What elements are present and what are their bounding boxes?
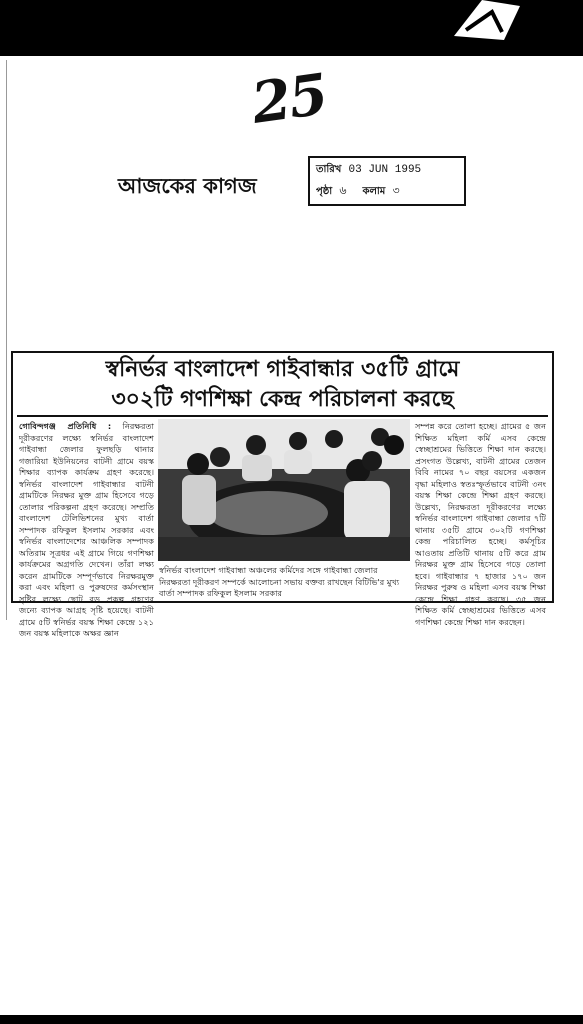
torn-paper-scrap <box>452 0 522 44</box>
newspaper-clipping <box>11 351 554 638</box>
stamp-date-row <box>316 162 421 179</box>
stamp-date-value: 03 JUN 1995 <box>348 164 422 176</box>
article-headline <box>17 355 548 415</box>
archive-stamp <box>308 156 466 206</box>
scan-border-bottom <box>0 1015 583 1024</box>
headline-rule <box>17 415 548 417</box>
stamp-column-label: কলাম <box>362 186 386 197</box>
article-byline: গোবিন্দগঞ্জ প্রতিনিধি : <box>19 421 112 431</box>
stamp-page-label: পৃষ্ঠা <box>316 186 333 197</box>
article-photo <box>158 419 410 561</box>
left-column-text: নিরক্ষরতা দূরীকরণের লক্ষ্যে স্বনির্ভর বাংলাদেশ গাইবান্ধা জেলার ফুলছড়ি থানার গজারিয়া ইউনিয়নের বাটনী গ্রামে বয়স্ক শিক্ষার ব্যাপক কার্যক্রম গ্রহণ করেছে। স্বনির্ভর বাংলাদেশ গাইবান্ধার বাটনী গ্রামটিকে নিরক্ষর মুক্ত গ্রাম হিসেবে গড়ে তোলার পরিকল্পনা গ্রহণ করেছে। সম্প্রতি বাংলাদেশ টেলিভিশনের মুখ্য বার্তা সম্পাদক রফিকুল ইসলাম সরকার এবং স্বনির্ভর বাংলাদেশের আঞ্চলিক সম্পাদক অতিরাম সূত্রধর এই গ্রামে গিয়ে গণশিক্ষা কার্যক্রমের অগ্রগতি দেখেন। তাঁরা লক্ষ্য করেন গ্রামটিকে সম্পূর্ণভাবে নিরক্ষরমুক্ত করা এবং মহিলা ও পুরুষদের কর্মসংস্থান সৃষ্টির লক্ষ্যে ছোট বড় প্রকল্প গ্রহণের জন্যে ব্যাপক আগ্রহ সৃষ্টি হয়েছে। বাটনী গ্রামে ৫টি স্বনির্ভর বয়স্ক শিক্ষা কেন্দ্রে ১২১ জন বয়স্ক মহিলাকে অক্ষর জ্ঞান <box>19 421 155 638</box>
stamp-column-value: ৩ <box>392 186 400 198</box>
article-left-column <box>19 421 155 638</box>
headline-line-1: স্বনির্ভর বাংলাদেশ গাইবান্ধার ৩৫টি গ্রামে <box>105 357 460 382</box>
stamp-date-label: তারিখ <box>316 164 342 175</box>
stamp-page-row <box>316 182 400 201</box>
handwritten-page-number: 25 <box>247 61 331 137</box>
stamp-page-value: ৬ <box>339 186 347 198</box>
article-right-column <box>415 421 546 627</box>
photo-caption: স্বনির্ভর বাংলাদেশ গাইবান্ধা অঞ্চলের কর্মিদের সঙ্গে গাইবান্ধা জেলার নিরক্ষরতা দূরীকরণ সম্পর্কে আলোচনা সভায় বক্তব্য রাখছেন বিটিভি'র মুখ্য বার্তা সম্পাদক রফিকুল ইসলাম সরকার <box>159 565 400 598</box>
page-fold-line <box>6 60 7 620</box>
newspaper-name: আজকের কাগজ <box>118 174 257 198</box>
headline-line-2: ৩০২টি গণশিক্ষা কেন্দ্র পরিচালনা করছে <box>111 387 454 412</box>
right-column-text: সম্পন্ন করে তোলা হচ্ছে। গ্রামের ৫ জন শিক্ষিত মহিলা কর্মি এসব কেন্দ্রে স্বেচ্ছাশ্রমের ভিত্তিতে শিক্ষা দান করছে। প্রসংগত উল্লেখ্য, বাটনী গ্রামের তেজন বিবি নামের ৭০ বছর বয়সের একজন বৃদ্ধা মহিলাও স্বতঃস্ফূর্তভাবে বাটনী ৩নং বয়স্ক শিক্ষা কেন্দ্রে শিক্ষা গ্রহণ করছে। উল্লেখ্য, নিরক্ষরতা দূরীকরণের লক্ষ্যে স্বনির্ভর বাংলাদেশ গাইবান্ধা জেলার ৭টি থানায় ৩৫টি গ্রামে ৩০২টি গণশিক্ষা কেন্দ্র পরিচালিত হচ্ছে। কর্মসূচির আওতায় প্রতিটি থানায় ৫টি করে গ্রাম নিরক্ষর মুক্ত গ্রাম হিসেবে গড়ে তোলা হবে। গাইবান্ধার ৭ হাজার ১৭০ জন নিরক্ষর পুরুষ ও মহিলা এসব বয়স্ক শিক্ষা কেন্দ্রে শিক্ষা গ্রহণ করছে। ৩৫ জন শিক্ষিত কর্মি স্বেচ্ছাশ্রমের ভিত্তিতে এসব গণশিক্ষা কেন্দ্রে শিক্ষা দান করছেন। <box>415 421 546 627</box>
